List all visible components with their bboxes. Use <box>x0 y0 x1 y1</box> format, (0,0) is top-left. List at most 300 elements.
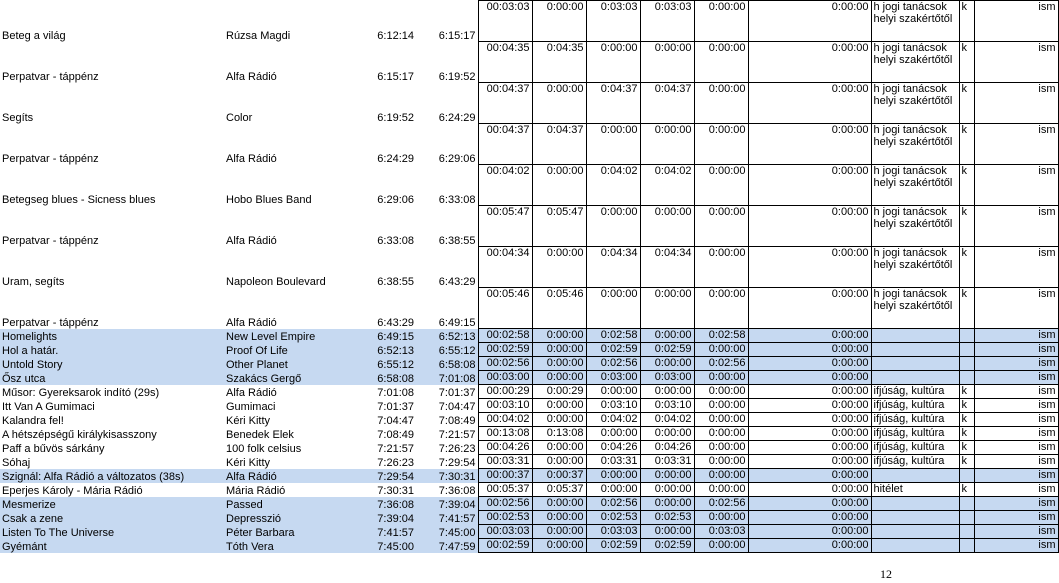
foreign-music-cell: 0:00:00 <box>694 413 748 427</box>
start-time-cell: 6:52:13 <box>360 343 416 357</box>
ism-flag-cell: ism <box>974 385 1058 399</box>
ism-flag-cell: ism <box>974 525 1058 539</box>
artist-cell: Szakács Gergő <box>224 371 360 385</box>
artist-cell: Passed <box>224 497 360 511</box>
k-flag-cell: k <box>959 288 974 329</box>
music-duration-cell: 0:03:10 <box>586 399 640 413</box>
artist-cell: Alfa Rádió <box>226 152 277 165</box>
title-cell: Ősz utca <box>0 371 224 385</box>
other-duration-cell: 0:00:00 <box>748 288 871 329</box>
music-duration-cell: 0:02:56 <box>586 497 640 511</box>
hungarian-music-cell: 0:04:34 <box>640 247 694 288</box>
start-time-cell: 6:12:14 <box>377 29 414 42</box>
table-row <box>0 525 1058 539</box>
hungarian-music-cell: 0:00:00 <box>640 329 694 343</box>
end-time-cell: 7:08:49 <box>438 414 476 427</box>
start-time-cell: 7:26:23 <box>377 456 414 469</box>
table-row <box>0 343 1058 357</box>
other-duration-cell: 0:00:00 <box>748 455 871 469</box>
table-row <box>0 497 1058 511</box>
other-duration-cell: 0:00:00 <box>748 343 871 357</box>
table-row <box>0 483 1058 497</box>
start-time-cell: 6:29:06 <box>377 193 414 206</box>
foreign-music-cell: 0:00:00 <box>694 441 748 455</box>
category-cell <box>871 539 959 553</box>
end-time-cell: 6:55:12 <box>416 343 478 357</box>
table-body <box>0 1 1058 553</box>
other-duration-cell: 0:00:00 <box>748 165 871 206</box>
speech-duration-cell: 0:04:35 <box>532 42 586 83</box>
ism-flag-cell: ism <box>974 483 1058 497</box>
title-cell: Betegseg blues - Sicness blues <box>2 193 156 206</box>
category-cell <box>871 511 959 525</box>
k-flag-cell: k <box>959 124 974 165</box>
foreign-music-cell: 0:00:00 <box>694 42 748 83</box>
hungarian-music-cell: 0:04:26 <box>640 441 694 455</box>
artist-cell: Mária Rádió <box>226 484 286 497</box>
ism-flag-cell: ism <box>974 441 1058 455</box>
title-cell: Perpatvar - táppénz <box>2 234 99 247</box>
k-flag-cell: k <box>959 1 974 42</box>
end-time-cell: 7:04:47 <box>438 400 476 413</box>
table-row <box>0 539 1058 553</box>
start-time-cell: 7:39:04 <box>360 511 416 525</box>
k-flag-cell: k <box>959 165 974 206</box>
table-row <box>0 413 1058 427</box>
foreign-music-cell: 0:00:00 <box>694 539 748 553</box>
artist-cell: Other Planet <box>224 357 360 371</box>
category-cell: hitélet <box>871 483 959 497</box>
table-row <box>0 83 1058 124</box>
ism-flag-cell: ism <box>974 427 1058 441</box>
k-flag-cell <box>959 525 974 539</box>
music-duration-cell: 0:00:00 <box>586 206 640 247</box>
foreign-music-cell: 0:02:56 <box>694 497 748 511</box>
other-duration-cell: 0:00:00 <box>748 539 871 553</box>
music-duration-cell: 0:03:31 <box>586 455 640 469</box>
hungarian-music-cell: 0:00:00 <box>640 483 694 497</box>
artist-cell: Rúzsa Magdi <box>226 29 291 42</box>
foreign-music-cell: 0:00:00 <box>694 511 748 525</box>
foreign-music-cell: 0:03:03 <box>694 525 748 539</box>
music-duration-cell: 0:02:53 <box>586 511 640 525</box>
other-duration-cell: 0:00:00 <box>748 469 871 483</box>
category-cell: h jogi tanácsok helyi szakértőtől <box>871 83 959 124</box>
start-time-cell: 6:58:08 <box>360 371 416 385</box>
hungarian-music-cell: 0:00:00 <box>640 42 694 83</box>
ism-flag-cell: ism <box>974 42 1058 83</box>
category-cell <box>871 329 959 343</box>
ism-flag-cell: ism <box>974 124 1058 165</box>
k-flag-cell: k <box>959 247 974 288</box>
start-time-cell: 7:41:57 <box>360 525 416 539</box>
table-row <box>0 371 1058 385</box>
duration-cell: 00:02:59 <box>478 343 532 357</box>
start-time-cell: 7:08:49 <box>377 428 414 441</box>
title-cell: Perpatvar - táppénz <box>2 152 99 165</box>
other-duration-cell: 0:00:00 <box>748 206 871 247</box>
end-time-cell: 7:39:04 <box>416 497 478 511</box>
duration-cell: 00:03:31 <box>478 455 532 469</box>
title-cell: Perpatvar - táppénz <box>2 70 99 83</box>
category-cell <box>871 469 959 483</box>
ism-flag-cell: ism <box>974 83 1058 124</box>
start-time-cell: 6:38:55 <box>377 275 414 288</box>
ism-flag-cell: ism <box>974 165 1058 206</box>
music-duration-cell: 0:00:00 <box>586 42 640 83</box>
hungarian-music-cell: 0:02:59 <box>640 539 694 553</box>
duration-cell: 00:13:08 <box>478 427 532 441</box>
music-duration-cell: 0:02:58 <box>586 329 640 343</box>
k-flag-cell: k <box>959 206 974 247</box>
category-cell: h jogi tanácsok helyi szakértőtől <box>871 124 959 165</box>
end-time-cell: 7:41:57 <box>416 511 478 525</box>
artist-cell: Gumimaci <box>226 400 276 413</box>
duration-cell: 00:03:03 <box>478 525 532 539</box>
artist-cell: Depresszió <box>224 511 360 525</box>
duration-cell: 00:02:59 <box>478 539 532 553</box>
music-duration-cell: 0:04:26 <box>586 441 640 455</box>
start-time-cell: 7:01:37 <box>377 400 414 413</box>
other-duration-cell: 0:00:00 <box>748 511 871 525</box>
title-cell: Gyémánt <box>0 539 224 553</box>
speech-duration-cell: 0:00:00 <box>532 525 586 539</box>
k-flag-cell <box>959 357 974 371</box>
category-cell: h jogi tanácsok helyi szakértőtől <box>871 1 959 42</box>
category-cell: ifjúság, kultúra <box>871 413 959 427</box>
duration-cell: 00:03:10 <box>478 399 532 413</box>
duration-cell: 00:02:56 <box>478 357 532 371</box>
title-cell: Uram, segíts <box>2 275 65 288</box>
other-duration-cell: 0:00:00 <box>748 357 871 371</box>
title-cell: Beteg a világ <box>2 29 66 42</box>
hungarian-music-cell: 0:04:37 <box>640 83 694 124</box>
foreign-music-cell: 0:00:00 <box>694 247 748 288</box>
title-cell: Szignál: Alfa Rádió a változatos (38s) <box>0 469 224 483</box>
artist-cell: Péter Barbara <box>224 525 360 539</box>
end-time-cell: 7:29:54 <box>438 456 476 469</box>
k-flag-cell: k <box>959 385 974 399</box>
k-flag-cell: k <box>959 455 974 469</box>
speech-duration-cell: 0:00:00 <box>532 455 586 469</box>
foreign-music-cell: 0:00:00 <box>694 399 748 413</box>
artist-cell: Alfa Rádió <box>226 316 277 329</box>
k-flag-cell <box>959 539 974 553</box>
category-cell: ifjúság, kultúra <box>871 399 959 413</box>
ism-flag-cell: ism <box>974 247 1058 288</box>
end-time-cell: 6:49:15 <box>438 316 476 329</box>
end-time-cell: 6:43:29 <box>438 275 476 288</box>
category-cell: ifjúság, kultúra <box>871 455 959 469</box>
hungarian-music-cell: 0:04:02 <box>640 165 694 206</box>
category-cell <box>871 497 959 511</box>
hungarian-music-cell: 0:00:00 <box>640 427 694 441</box>
speech-duration-cell: 0:00:00 <box>532 1 586 42</box>
start-time-cell: 6:49:15 <box>360 329 416 343</box>
table-row <box>0 441 1058 455</box>
title-cell: Eperjes Károly - Mária Rádió <box>2 484 143 497</box>
foreign-music-cell: 0:00:00 <box>694 455 748 469</box>
foreign-music-cell: 0:00:00 <box>694 371 748 385</box>
music-duration-cell: 0:03:00 <box>586 371 640 385</box>
ism-flag-cell: ism <box>974 1 1058 42</box>
hungarian-music-cell: 0:03:10 <box>640 399 694 413</box>
k-flag-cell <box>959 497 974 511</box>
other-duration-cell: 0:00:00 <box>748 385 871 399</box>
hungarian-music-cell: 0:03:00 <box>640 371 694 385</box>
artist-cell: New Level Empire <box>224 329 360 343</box>
category-cell: h jogi tanácsok helyi szakértőtől <box>871 247 959 288</box>
table-row <box>0 165 1058 206</box>
hungarian-music-cell: 0:00:00 <box>640 206 694 247</box>
ism-flag-cell: ism <box>974 399 1058 413</box>
title-cell: Listen To The Universe <box>0 525 224 539</box>
speech-duration-cell: 0:00:37 <box>532 469 586 483</box>
end-time-cell: 7:21:57 <box>438 428 476 441</box>
speech-duration-cell: 0:00:00 <box>532 413 586 427</box>
music-duration-cell: 0:02:59 <box>586 343 640 357</box>
ism-flag-cell: ism <box>974 329 1058 343</box>
start-time-cell: 7:45:00 <box>360 539 416 553</box>
artist-cell: Alfa Rádió <box>226 234 277 247</box>
artist-cell: Alfa Rádió <box>224 469 360 483</box>
music-duration-cell: 0:04:37 <box>586 83 640 124</box>
table-row <box>0 511 1058 525</box>
k-flag-cell: k <box>959 427 974 441</box>
speech-duration-cell: 0:00:00 <box>532 539 586 553</box>
end-time-cell: 7:45:00 <box>416 525 478 539</box>
artist-cell: Alfa Rádió <box>226 386 277 399</box>
foreign-music-cell: 0:00:00 <box>694 206 748 247</box>
end-time-cell: 6:33:08 <box>438 193 476 206</box>
music-duration-cell: 0:02:56 <box>586 357 640 371</box>
other-duration-cell: 0:00:00 <box>748 83 871 124</box>
artist-cell: Alfa Rádió <box>226 70 277 83</box>
k-flag-cell: k <box>959 483 974 497</box>
start-time-cell: 6:24:29 <box>377 152 414 165</box>
end-time-cell: 7:36:08 <box>438 484 476 497</box>
other-duration-cell: 0:00:00 <box>748 441 871 455</box>
title-cell: Untold Story <box>0 357 224 371</box>
other-duration-cell: 0:00:00 <box>748 483 871 497</box>
k-flag-cell <box>959 343 974 357</box>
speech-duration-cell: 0:04:37 <box>532 124 586 165</box>
music-duration-cell: 0:04:34 <box>586 247 640 288</box>
duration-cell: 00:04:34 <box>478 247 532 288</box>
hungarian-music-cell: 0:02:59 <box>640 343 694 357</box>
page-number: 12 <box>880 567 892 581</box>
table-row <box>0 399 1058 413</box>
music-duration-cell: 0:00:00 <box>586 385 640 399</box>
end-time-cell: 6:29:06 <box>438 152 476 165</box>
music-duration-cell: 0:03:03 <box>586 1 640 42</box>
category-cell: ifjúság, kultúra <box>871 385 959 399</box>
duration-cell: 00:05:37 <box>478 483 532 497</box>
end-time-cell: 7:30:31 <box>416 469 478 483</box>
artist-cell: Color <box>226 111 253 124</box>
title-cell: Itt Van A Gumimaci <box>2 400 95 413</box>
category-cell: h jogi tanácsok helyi szakértőtől <box>871 288 959 329</box>
speech-duration-cell: 0:05:46 <box>532 288 586 329</box>
category-cell: ifjúság, kultúra <box>871 441 959 455</box>
foreign-music-cell: 0:00:00 <box>694 165 748 206</box>
music-duration-cell: 0:04:02 <box>586 413 640 427</box>
hungarian-music-cell: 0:00:00 <box>640 124 694 165</box>
ism-flag-cell: ism <box>974 469 1058 483</box>
title-cell: Perpatvar - táppénz <box>2 316 99 329</box>
duration-cell: 00:05:46 <box>478 288 532 329</box>
category-cell: h jogi tanácsok helyi szakértőtől <box>871 206 959 247</box>
other-duration-cell: 0:00:00 <box>748 427 871 441</box>
title-cell: A hétszépségű királykisasszony <box>2 428 157 441</box>
table-row <box>0 124 1058 165</box>
artist-cell: Tóth Vera <box>224 539 360 553</box>
end-time-cell: 7:26:23 <box>438 442 476 455</box>
artist-cell: Benedek Elek <box>226 428 294 441</box>
other-duration-cell: 0:00:00 <box>748 371 871 385</box>
k-flag-cell: k <box>959 42 974 83</box>
other-duration-cell: 0:00:00 <box>748 525 871 539</box>
speech-duration-cell: 0:05:47 <box>532 206 586 247</box>
ism-flag-cell: ism <box>974 343 1058 357</box>
table-row <box>0 329 1058 343</box>
title-cell: Sóhaj <box>2 456 31 469</box>
hungarian-music-cell: 0:00:00 <box>640 525 694 539</box>
table-row <box>0 288 1058 329</box>
duration-cell: 00:03:03 <box>478 1 532 42</box>
ism-flag-cell: ism <box>974 206 1058 247</box>
title-cell: Kalandra fel! <box>2 414 64 427</box>
foreign-music-cell: 0:00:00 <box>694 427 748 441</box>
speech-duration-cell: 0:00:00 <box>532 343 586 357</box>
start-time-cell: 6:33:08 <box>377 234 414 247</box>
table-row <box>0 385 1058 399</box>
hungarian-music-cell: 0:00:00 <box>640 469 694 483</box>
table-row <box>0 42 1058 83</box>
duration-cell: 00:02:56 <box>478 497 532 511</box>
start-time-cell: 6:15:17 <box>377 70 414 83</box>
end-time-cell: 6:24:29 <box>438 111 476 124</box>
category-cell: h jogi tanácsok helyi szakértőtől <box>871 165 959 206</box>
end-time-cell: 6:58:08 <box>416 357 478 371</box>
speech-duration-cell: 0:00:00 <box>532 497 586 511</box>
hungarian-music-cell: 0:02:53 <box>640 511 694 525</box>
hungarian-music-cell: 0:03:03 <box>640 1 694 42</box>
end-time-cell: 7:01:37 <box>438 386 476 399</box>
artist-cell: Proof Of Life <box>224 343 360 357</box>
duration-cell: 00:04:02 <box>478 165 532 206</box>
duration-cell: 00:04:26 <box>478 441 532 455</box>
artist-cell: Kéri Kitty <box>226 414 271 427</box>
artist-cell: Kéri Kitty <box>226 456 271 469</box>
table-row <box>0 247 1058 288</box>
music-duration-cell: 0:00:00 <box>586 427 640 441</box>
music-duration-cell: 0:00:00 <box>586 483 640 497</box>
k-flag-cell: k <box>959 399 974 413</box>
category-cell <box>871 357 959 371</box>
music-duration-cell: 0:00:00 <box>586 288 640 329</box>
category-cell <box>871 343 959 357</box>
foreign-music-cell: 0:00:00 <box>694 124 748 165</box>
other-duration-cell: 0:00:00 <box>748 124 871 165</box>
speech-duration-cell: 0:00:00 <box>532 441 586 455</box>
duration-cell: 00:04:35 <box>478 42 532 83</box>
ism-flag-cell: ism <box>974 455 1058 469</box>
category-cell: h jogi tanácsok helyi szakértőtől <box>871 42 959 83</box>
speech-duration-cell: 0:00:00 <box>532 511 586 525</box>
start-time-cell: 7:30:31 <box>377 484 414 497</box>
duration-cell: 00:00:29 <box>478 385 532 399</box>
duration-cell: 00:00:37 <box>478 469 532 483</box>
foreign-music-cell: 0:02:56 <box>694 357 748 371</box>
end-time-cell: 6:38:55 <box>438 234 476 247</box>
music-duration-cell: 0:04:02 <box>586 165 640 206</box>
other-duration-cell: 0:00:00 <box>748 399 871 413</box>
hungarian-music-cell: 0:00:00 <box>640 385 694 399</box>
title-cell: Műsor: Gyereksarok indító (29s) <box>2 386 160 399</box>
other-duration-cell: 0:00:00 <box>748 42 871 83</box>
category-cell: ifjúság, kultúra <box>871 427 959 441</box>
k-flag-cell <box>959 511 974 525</box>
ism-flag-cell: ism <box>974 288 1058 329</box>
table-row <box>0 357 1058 371</box>
speech-duration-cell: 0:13:08 <box>532 427 586 441</box>
duration-cell: 00:04:02 <box>478 413 532 427</box>
ism-flag-cell: ism <box>974 539 1058 553</box>
speech-duration-cell: 0:00:00 <box>532 83 586 124</box>
speech-duration-cell: 0:05:37 <box>532 483 586 497</box>
speech-duration-cell: 0:00:00 <box>532 247 586 288</box>
title-cell: Mesmerize <box>0 497 224 511</box>
start-time-cell: 7:36:08 <box>360 497 416 511</box>
duration-cell: 00:02:58 <box>478 329 532 343</box>
music-duration-cell: 0:00:00 <box>586 124 640 165</box>
end-time-cell: 6:15:17 <box>438 29 476 42</box>
speech-duration-cell: 0:00:00 <box>532 329 586 343</box>
ism-flag-cell: ism <box>974 497 1058 511</box>
start-time-cell: 7:04:47 <box>377 414 414 427</box>
start-time-cell: 7:29:54 <box>360 469 416 483</box>
foreign-music-cell: 0:00:00 <box>694 1 748 42</box>
music-duration-cell: 0:02:59 <box>586 539 640 553</box>
hungarian-music-cell: 0:04:02 <box>640 413 694 427</box>
title-cell: Hol a határ. <box>0 343 224 357</box>
table-row <box>0 455 1058 469</box>
hungarian-music-cell: 0:00:00 <box>640 497 694 511</box>
table-row <box>0 206 1058 247</box>
end-time-cell: 6:52:13 <box>416 329 478 343</box>
music-duration-cell: 0:03:03 <box>586 525 640 539</box>
foreign-music-cell: 0:00:00 <box>694 385 748 399</box>
ism-flag-cell: ism <box>974 371 1058 385</box>
start-time-cell: 6:19:52 <box>377 111 414 124</box>
duration-cell: 00:04:37 <box>478 124 532 165</box>
k-flag-cell <box>959 371 974 385</box>
other-duration-cell: 0:00:00 <box>748 413 871 427</box>
duration-cell: 00:05:47 <box>478 206 532 247</box>
ism-flag-cell: ism <box>974 413 1058 427</box>
speech-duration-cell: 0:00:29 <box>532 385 586 399</box>
artist-cell: Hobo Blues Band <box>226 193 312 206</box>
end-time-cell: 6:19:52 <box>438 70 476 83</box>
category-cell <box>871 525 959 539</box>
title-cell: Homelights <box>0 329 224 343</box>
foreign-music-cell: 0:02:58 <box>694 329 748 343</box>
other-duration-cell: 0:00:00 <box>748 497 871 511</box>
end-time-cell: 7:01:08 <box>416 371 478 385</box>
hungarian-music-cell: 0:03:31 <box>640 455 694 469</box>
foreign-music-cell: 0:00:00 <box>694 483 748 497</box>
